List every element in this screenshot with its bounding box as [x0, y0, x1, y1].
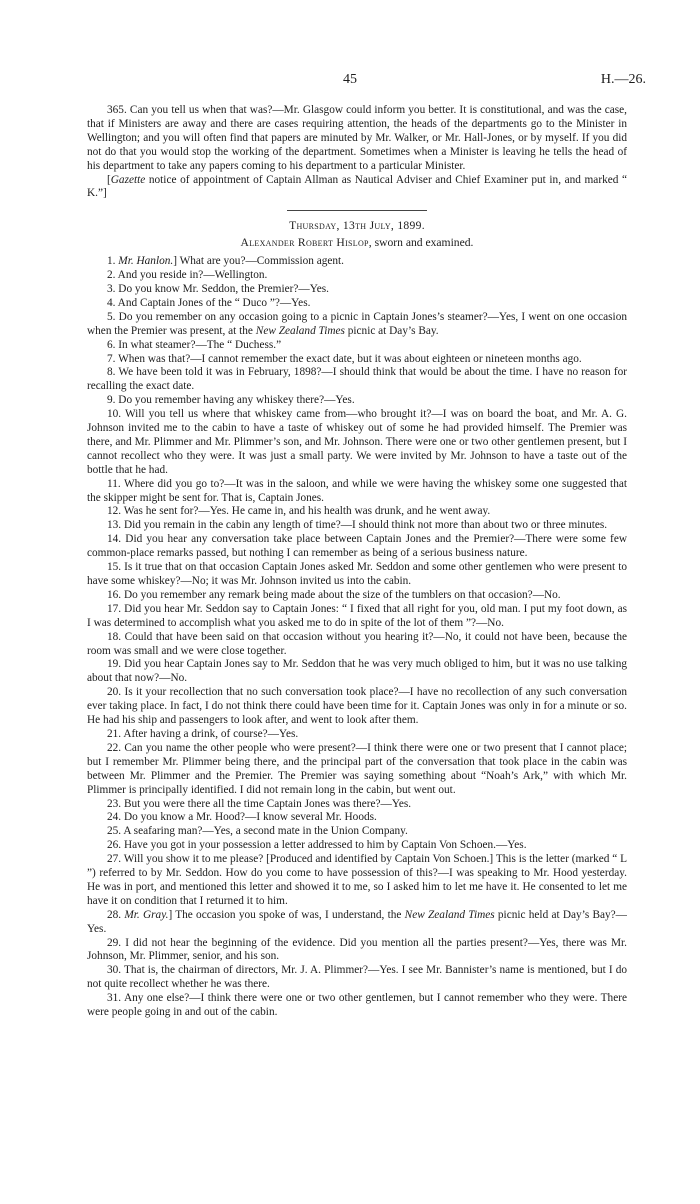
question-5-text-b: picnic at Day’s Bay. — [344, 324, 439, 337]
page-number: 45 — [343, 72, 357, 87]
question-7: 7. When was that?—I cannot remember the exact date, but it was about eighteen or nineteen months ago. — [107, 352, 582, 365]
newspaper-title: New Zealand Times — [255, 324, 345, 337]
question-20: 20. Is it your recollection that no such conversation took place?—I have no recollection of any such conversation ever taking place. In fact, I do not think there could have been time for it. Captain Jones was only in for a minute or so. He had his ship and passengers to look after, and went to look after them. — [87, 686, 627, 727]
document-reference: H.—26. — [600, 72, 646, 87]
question-23: 23. But you were there all the time Captain Jones was there?—Yes. — [107, 797, 412, 810]
question-8: 8. We have been told it was in February, 1898?—I should think that would be about the time. I have no reason for recalling the exact date. — [87, 366, 627, 393]
question-27: 27. Will you show it to me please? [Produced and identified by Captain Von Schoen.] This is the letter (marked “ L ”) referred to by Mr. Seddon. How do you come to have possession of this?—I was speaking to Mr. Hood yesterday. He was in port, and mentioned this letter and showed it to me, so I asked him to let me have it. He consented to let me have it on condition that I returned it to him. — [87, 853, 627, 907]
newspaper-title-2: New Zealand Times — [404, 908, 495, 921]
question-28: 28. Mr. Gray.] The occasion you spoke of was, I understand, the New Zealand Times picnic held at Day’s Bay?—Yes. — [87, 908, 627, 935]
question-22: 22. Can you name the other people who were present?—I think there were one or two present that I cannot place; but I remember Mr. Plimmer being there, and the principal part of the conversation that took place in the cabin was between Mr. Plimmer and the Premier. The Premier was saying something about “Noah’s Ark,” with which Mr. Plimmer is principally identified. I did not remain long in the cabin, but went out. — [87, 741, 627, 796]
question-2: 2. And you reside in?—Wellington. — [107, 269, 268, 282]
question-365: 365. Can you tell us when that was?—Mr. Glasgow could inform you better. It is constitutional, and was the case, that if Ministers are away and there are cases requiring attention, the heads of the departments go to the Minister in Wellington; and you will often find that papers are minuted by Mr. Walker, or Mr. Hall-Jones, or by myself. If you did not do that you would stop the working of the department. Sometimes when a Minister is leaving he tells the head of his department to take any papers coming to his department to a particular Minister. — [87, 104, 627, 172]
document-body — [87, 104, 627, 1020]
question-3: 3. Do you know Mr. Seddon, the Premier?—Yes. — [107, 282, 329, 295]
question-28-text: ] The occasion you spoke of was, I understand, the — [168, 908, 405, 921]
question-9: 9. Do you remember having any whiskey there?—Yes. — [107, 394, 355, 407]
question-14: 14. Did you hear any conversation take place between Captain Jones and the Premier?—There were some few common-place remarks passed, but nothing I can remember as being of a serious business nature. — [87, 533, 627, 560]
question-25: 25. A seafaring man?—Yes, a second mate in the Union Company. — [107, 825, 408, 838]
question-21: 21. After having a drink, of course?—Yes. — [107, 727, 299, 740]
question-1-text: ] What are you?—Commission agent. — [173, 255, 344, 268]
question-28-end: picnic held at Day’s Bay?—Yes. — [87, 908, 627, 935]
question-10: 10. Will you tell us where that whiskey came from—who brought it?—I was on board the boat, and Mr. A. G. Johnson invited me to the cabin to have a taste of whiskey out of some he had provided himself. The Premier was there, and Mr. Plimmer and Mr. Plimmer’s son, and Mr. Johnson. There were one or two other gentlemen present, but I cannot recollect who they were. It was just a small party. We were invited by Mr. Johnson to have a taste out of the bottle that he had. — [87, 408, 627, 476]
question-29: 29. I did not hear the beginning of the evidence. Did you mention all the parties present?—Yes, there was Mr. Johnson, Mr. Plimmer, senior, and his son. — [87, 936, 627, 963]
examiner-hanlon: Mr. Hanlon. — [118, 255, 174, 268]
question-5-text-a: 5. Do you remember on any occasion going to a picnic in Captain Jones’s steamer?—Yes, I went on one occasion when the Premier was present, at the — [87, 310, 627, 337]
section-divider — [287, 210, 427, 211]
question-30: 30. That is, the chairman of directors, Mr. J. A. Plimmer?—Yes. I see Mr. Bannister’s name is mentioned, but I do not quite recollect whether he was there. — [87, 964, 627, 991]
gazette-note: [Gazette notice of appointment of Captain Allman as Nautical Adviser and Chief Examiner put in, and marked “ K.”] — [87, 173, 627, 200]
question-13: 13. Did you remain in the cabin any length of time?—I should think not more than about two or three minutes. — [107, 519, 608, 532]
witness-name: Alexander Robert Hislop — [240, 236, 369, 250]
question-6: 6. In what steamer?—The “ Duchess.” — [107, 338, 282, 351]
question-12: 12. Was he sent for?—Yes. He came in, and his health was drunk, and he went away. — [107, 505, 491, 518]
question-4: 4. And Captain Jones of the “ Duco ”?—Yes. — [107, 296, 311, 309]
question-19: 19. Did you hear Captain Jones say to Mr. Seddon that he was very much obliged to him, but it was no use talking about that now?—No. — [87, 658, 627, 685]
question-18: 18. Could that have been said on that occasion without you hearing it?—No, it could not have been, because the room was small and we were close together. — [87, 630, 627, 657]
question-31: 31. Any one else?—I think there were one or two other gentlemen, but I cannot remember who they were. There were people going in and out of the cabin. — [87, 992, 627, 1019]
question-1: 1. Mr. Hanlon.] What are you?—Commission agent. — [107, 255, 344, 268]
examiner-gray: Mr. Gray. — [124, 908, 169, 921]
question-24: 24. Do you know a Mr. Hood?—I know several Mr. Hoods. — [107, 811, 377, 824]
gazette-note-text: notice of appointment of Captain Allman as Nautical Adviser and Chief Examiner put in, and marked “ K.”] — [87, 173, 627, 200]
question-16: 16. Do you remember any remark being made about the size of the tumblers on that occasion?—No. — [107, 588, 561, 601]
witness-line — [87, 236, 627, 250]
session-date: Thursday, 13th July, 1899. — [289, 219, 425, 233]
question-15: 15. Is it true that on that occasion Captain Jones asked Mr. Seddon and some other gentlemen who were present to have some whiskey?—No; it was Mr. Johnson invited us into the cabin. — [87, 561, 627, 587]
question-26: 26. Have you got in your possession a letter addressed to him by Captain Von Schoen.—Yes. — [107, 839, 527, 852]
gazette-italic: Gazette — [110, 173, 146, 186]
question-5 — [87, 311, 627, 339]
witness-suffix: , sworn and examined. — [368, 236, 474, 250]
question-11: 11. Where did you go to?—It was in the saloon, and while we were having the whiskey some one suggested that the skipper might be sent for. That is, Captain Jones. — [87, 477, 627, 504]
question-17: 17. Did you hear Mr. Seddon say to Captain Jones: “ I fixed that all right for you, old man. I put my foot down, as I was determined to accomplish what you asked me to do in spite of the lot of them ”?—No. — [87, 602, 627, 629]
